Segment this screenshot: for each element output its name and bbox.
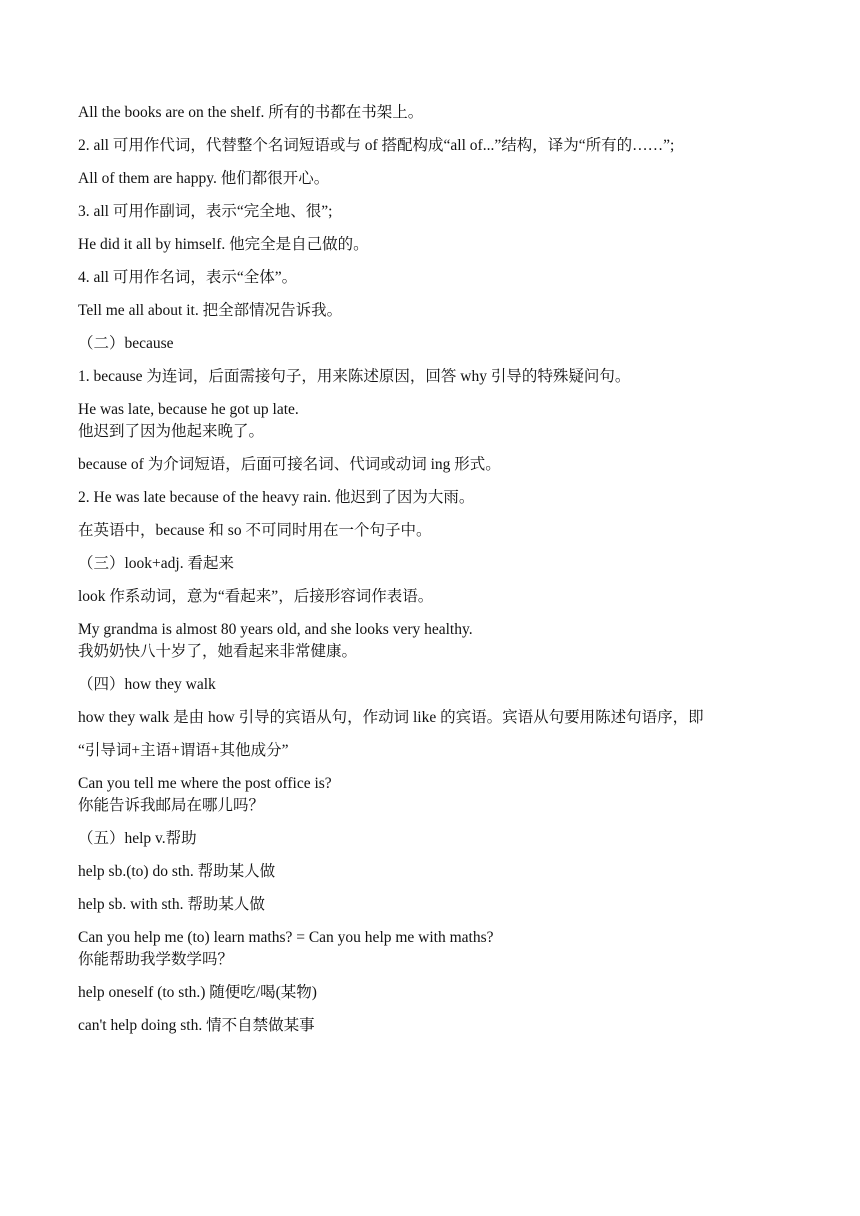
- text-line: 他迟到了因为他起来晚了。: [78, 423, 265, 440]
- text-line: All the books are on the shelf. 所有的书都在书架上。: [78, 104, 424, 121]
- text-line: Tell me all about it. 把全部情况告诉我。: [78, 302, 343, 319]
- text-line: 4. all 可用作名词，表示“全体”。: [78, 269, 298, 286]
- text-line: 1. because 为连词，后面需接句子，用来陈述原因，回答 why 引导的特殊疑问句。: [78, 368, 631, 385]
- text-line: 3. all 可用作副词，表示“完全地、很”;: [78, 203, 333, 220]
- text-line: Can you tell me where the post office is?: [78, 775, 332, 792]
- text-line: because of 为介词短语，后面可接名词、代词或动词 ing 形式。: [78, 456, 501, 473]
- text-line: look 作系动词，意为“看起来”，后接形容词作表语。: [78, 588, 434, 605]
- document-body: [78, 102, 790, 1048]
- text-line: how they walk 是由 how 引导的宾语从句，作动词 like 的宾语。宾语从句要用陈述句语序，即: [78, 709, 704, 726]
- text-line: 2. all 可用作代词，代替整个名词短语或与 of 搭配构成“all of...”结构，译为“所有的……”;: [78, 137, 675, 154]
- text-line: 我奶奶快八十岁了，她看起来非常健康。: [78, 643, 358, 660]
- section-heading: （五）help v.帮助: [78, 830, 197, 847]
- text-line: 2. He was late because of the heavy rain. 他迟到了因为大雨。: [78, 489, 475, 506]
- text-line: help oneself (to sth.) 随便吃/喝(某物): [78, 984, 317, 1001]
- text-line: help sb.(to) do sth. 帮助某人做: [78, 863, 276, 880]
- section-heading: （三）look+adj. 看起来: [78, 555, 234, 572]
- text-line: 你能告诉我邮局在哪儿吗？: [78, 797, 265, 814]
- text-line: 在英语中，because 和 so 不可同时用在一个句子中。: [78, 522, 432, 539]
- text-line: Can you help me (to) learn maths? = Can you help me with maths?: [78, 929, 494, 946]
- text-line: “引导词+主语+谓语+其他成分”: [78, 742, 289, 759]
- text-line: He was late, because he got up late.: [78, 401, 299, 418]
- text-line: can't help doing sth. 情不自禁做某事: [78, 1017, 315, 1034]
- text-line: help sb. with sth. 帮助某人做: [78, 896, 265, 913]
- text-line: He did it all by himself. 他完全是自己做的。: [78, 236, 369, 253]
- text-line: My grandma is almost 80 years old, and she looks very healthy.: [78, 621, 473, 638]
- text-line: All of them are happy. 他们都很开心。: [78, 170, 330, 187]
- section-heading: （二）because: [78, 335, 174, 352]
- text-line: 你能帮助我学数学吗？: [78, 951, 234, 968]
- section-heading: （四）how they walk: [78, 676, 216, 693]
